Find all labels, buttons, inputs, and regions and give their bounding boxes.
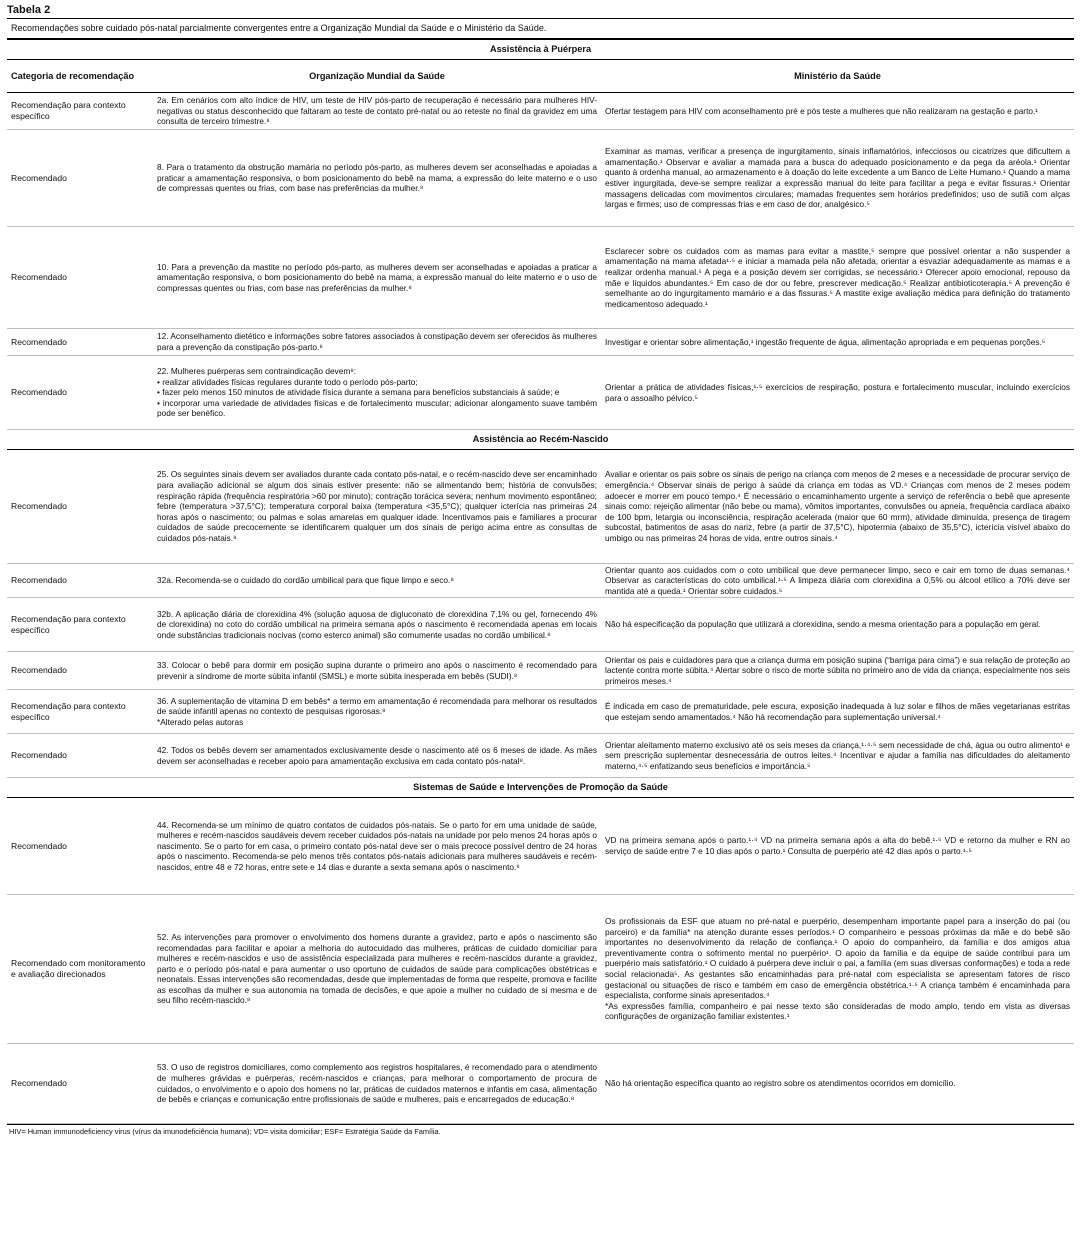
who-paragraph: • incorporar uma variedade de atividades físicas e de fortalecimento muscular; adicionar alongamento suave também pode ser benéfico.: [157, 397, 597, 419]
ms-paragraph: *As expressões família, companheiro e pai nesse texto são consideradas de modo amplo, tendo em vista as diversas configurações de organização familiar existentes.¹: [605, 1000, 1070, 1022]
section-title: Assistência ao Recém-Nascido: [7, 430, 1074, 450]
category-cell: Recomendado: [7, 564, 153, 598]
ms-paragraph: Orientar a prática de atividades físicas,¹·⁵ exercícios de respiração, postura e fortalecimento muscular, incluindo exercícios para o assoalho pélvico.⁵: [605, 381, 1070, 403]
section-row: [7, 430, 1074, 450]
table-caption: Recomendações sobre cuidado pós-natal parcialmente convergentes entre a Organização Mundial da Saúde e o Ministério da Saúde.: [7, 18, 1074, 39]
ms-paragraph: Não há orientação específica quanto ao registro sobre os atendimentos ocorridos em domicílio.: [605, 1078, 956, 1089]
header-category: Categoria de recomendação: [7, 60, 153, 93]
section-row: [7, 40, 1074, 60]
who-cell: [153, 734, 601, 778]
table-row: [7, 329, 1074, 356]
ms-cell: [601, 227, 1074, 329]
table-row: [7, 690, 1074, 734]
category-cell: Recomendação para contexto específico: [7, 690, 153, 734]
table-body: [7, 40, 1074, 1124]
category-cell: Recomendado: [7, 450, 153, 564]
category-cell: Recomendado: [7, 1044, 153, 1124]
ms-paragraph: Orientar aleitamento materno exclusivo até os seis meses da criança,¹·⁴·⁵ sem necessidade de chá, água ou outro alimento¹ e sem prescrição suplementar desnecessária de outros leites.⁴ Incentivar e ajudar a família nas dificuldades do aleitamento materno,⁴·⁵ enfatizando seus benefícios e importância.⁵: [605, 739, 1070, 771]
who-paragraph: 32b. A aplicação diária de clorexidina 4% (solução aquosa de digluconato de clorexidina 7,1% ou gel, fornecendo 4% de clorexidina) no coto do cordão umbilical na primeira semana após o nascimento é recomendada apenas em locais onde substâncias tradicionais nocivas (como esterco animal) são comumente usadas no cordão umbilical.⁸: [157, 608, 597, 640]
ms-cell: [601, 734, 1074, 778]
table-row: [7, 130, 1074, 227]
ms-cell: [601, 895, 1074, 1044]
category-cell: Recomendação para contexto específico: [7, 93, 153, 130]
ms-cell: [601, 564, 1074, 598]
ms-cell: [601, 798, 1074, 895]
who-paragraph: *Alterado pelas autoras: [157, 716, 244, 727]
who-paragraph: 53. O uso de registros domiciliares, como complemento aos registros hospitalares, é recomendado para o atendimento de mulheres grávidas e puérperas, recém-nascidos e crianças, para melhorar o comportamento de procura de cuidados, o envolvimento e o apoio dos homens no lar, práticas de cuidados maternos e infantis em casa, alimentação de bebês e crianças e comunicação entre profissionais de saúde e mulheres, pais e encarregados de educação.⁸: [157, 1062, 597, 1105]
who-cell: [153, 598, 601, 652]
who-cell: [153, 690, 601, 734]
who-cell: [153, 356, 601, 430]
section-title: Sistemas de Saúde e Intervenções de Promoção da Saúde: [7, 778, 1074, 798]
who-paragraph: 10. Para a prevenção da mastite no período pós-parto, as mulheres devem ser aconselhadas e apoiadas a praticar a amamentação responsiva, o bom posicionamento do bebê na mama, a expressão manual do leite materno e o uso de compressas quentes ou frias, com base nas preferências da mulher.⁸: [157, 261, 597, 293]
table-row: [7, 356, 1074, 430]
ms-paragraph: Orientar quanto aos cuidados com o coto umbilical que deve permanecer limpo, seco e cair em torno de duas semanas.⁴ Observar as características do coto umbilical.¹·⁵ A limpeza diária com clorexidina a 0,5% ou álcool etílico a 70% deve ser mantida até a queda.¹ Orientar sobre cuidados.⁵: [605, 564, 1070, 596]
who-cell: [153, 1044, 601, 1124]
recommendations-table: [7, 39, 1074, 1124]
ms-cell: [601, 450, 1074, 564]
who-paragraph: 25. Os seguintes sinais devem ser avaliados durante cada contato pós-natal, e o recém-nascido deve ser encaminhado para avaliação adicional se algum dos sinais estiver presente: não se alimentando bem; história de convulsões; respiração rápida (frequência respiratória >60 por minuto); contração torácica severa; nenhum movimento espontâneo; febre (temperatura >37,5°C); temperatura corporal baixa (temperatura <35,5°C); qualquer icterícia nas primeiras 24 horas após o nascimento; ou palmas e solas amarelas em qualquer idade. Incentivamos pais e familiares a procurar cuidados de saúde precocemente se identificarem qualquer um dos sinais de perigo acima entre as consultas de cuidados pós-natais.⁸: [157, 469, 597, 543]
ms-paragraph: É indicada em caso de prematuridade, pele escura, exposição inadequada à luz solar e filhos de mães vegetarianas estritas que estejam sendo amamentados.⁴ Não há recomendação para suplementação universal.⁴: [605, 700, 1070, 722]
category-cell: Recomendado: [7, 130, 153, 227]
ms-paragraph: Avaliar e orientar os pais sobre os sinais de perigo na criança com menos de 2 meses e a necessidade de procurar serviço de emergência.⁴ Observar sinais de perigo à saúde da criança em todas as VD.⁴ Crianças com menos de 2 meses podem adoecer e morrer em pouco tempo.⁴ É necessário o encaminhamento urgente a serviço de referência o bebê que apresente sinais como: rejeição alimentar (não bebe ou mama), vômitos importantes, convulsões ou apneia, frequência cardíaca abaixo de 100 bpm, letargia ou inconsciência, respiração acelerada (maior que 60 mrm), atividade diminuída, presença de tiragem subcostal, batimentos de asas do nariz, febre (a partir de 37,5°C), hipotermia (abaixo de 35,5°C), icterícia visível abaixo do umbigo ou nas primeiras 24 horas de vida, entre outros sinais.⁴: [605, 469, 1070, 543]
table-label: Tabela 2: [7, 4, 51, 16]
who-paragraph: • realizar atividades físicas regulares durante todo o período pós-parto;: [157, 376, 418, 387]
header-ms: Ministério da Saúde: [601, 60, 1074, 93]
category-cell: Recomendado: [7, 356, 153, 430]
who-cell: [153, 227, 601, 329]
ms-paragraph: Orientar os pais e cuidadores para que a criança durma em posição supina (“barriga para cima”) e sua relação de proteção ao lactente contra morte súbita.⁴ Alertar sobre o risco de morte súbita no primeiro ano de vida da criança, especialmente nos seis primeiros meses.⁴: [605, 654, 1070, 686]
who-cell: [153, 130, 601, 227]
who-paragraph: 52. As intervenções para promover o envolvimento dos homens durante a gravidez, parto e após o nascimento são recomendadas para facilitar e apoiar a melhoria do autocuidado das mulheres, práticas de cuidado domiciliar para mulheres e recém-nascidos e uso de assistência especializada para mulheres e recém-nascidos durante a gravidez, parto e o período pós-natal e para aumentar o uso oportuno de cuidados de saúde para complicações obstétricas e neonatais. Essas intervenções são recomendadas, desde que implementadas de forma que respeite, promova e facilite as escolhas da mulher e sua autonomia na tomada de decisões, e que apoie a mulher no cuidado de si mesma e de seu filho recém-nascido.⁸: [157, 931, 597, 1006]
section-row: [7, 778, 1074, 798]
who-paragraph: 44. Recomenda-se um mínimo de quatro contatos de cuidados pós-natais. Se o parto for em uma unidade de saúde, mulheres e recém-nascidos saudáveis devem receber cuidados pós-natais na unidade por pelo menos 24 horas após o nascimento. Se o parto for em casa, o primeiro contato pós-natal deve ser o mais precoce possível dentro de 24 horas após o nascimento. Recomenda-se pelo menos três contatos pós-natais adicionais para mulheres saudáveis e recém-nascidos, entre 48 e 72 horas, entre sete e 14 dias e durante a sexta semana após o nascimento.⁸: [157, 819, 597, 872]
ms-paragraph: Examinar as mamas, verificar a presença de ingurgitamento, sinais inflamatórios, infecciosos ou cicatrizes que dificultem a amamentação.¹ Observar e avaliar a mamada para a busca do adequado posicionamento e da pega da aréola.¹ Orientar quanto à ordenha manual, ao armazenamento e à doação do leite excedente a um Banco de Leite Humano.¹ Quando a mama estiver ingurgitada, deve-se sempre realizar a expressão manual do leite para facilitar a pega e evitar fissuras.¹ Orientar massagens delicadas com movimentos circulares; mamadas frequentes sem horários predefinidos; uso de sutiã com alças largas e firmes; uso de compressas frias e em caso de dor, analgésico.⁵: [605, 146, 1070, 210]
section-title: Assistência à Puérpera: [7, 40, 1074, 60]
who-cell: [153, 329, 601, 356]
ms-paragraph: Esclarecer sobre os cuidados com as mamas para evitar a mastite,⁵ sempre que possível orientar a não suspender a amamentação na mama afetada¹·⁵ e iniciar a mamada pela não afetada, orientar a esvaziar adequadamente as mamas e a realizar ordenha manual.⁵ A pega e a posição devem ser corrigidas, se necessário.¹ Oferecer apoio emocional, repouso da mãe e líquidos abundantes.⁵ Em caso de dor ou febre, prescrever medicação.⁵ Realizar antibioticoterapia.⁵ A prevenção é semelhante ao do ingurgitamento mamário e a das fissuras.⁵ A mastite exige avaliação médica para definição do tratamento medicamentoso adequado.¹: [605, 245, 1070, 309]
category-cell: Recomendação para contexto específico: [7, 598, 153, 652]
table-row: [7, 895, 1074, 1044]
ms-cell: [601, 1044, 1074, 1124]
table-row: [7, 598, 1074, 652]
table-row: [7, 450, 1074, 564]
ms-paragraph: Ofertar testagem para HIV com aconselhamento pré e pós teste a mulheres que não realizaram na gestação e parto.¹: [605, 105, 1039, 116]
who-paragraph: 33. Colocar o bebê para dormir em posição supina durante o primeiro ano após o nascimento é recomendado para prevenir a síndrome de morte súbita infantil (SMSL) e morte súbita inesperada em bebês (SUDI).⁸: [157, 659, 597, 681]
who-paragraph: 22. Mulheres puérperas sem contraindicação devem⁸:: [157, 366, 357, 377]
who-cell: [153, 93, 601, 130]
ms-cell: [601, 93, 1074, 130]
header-who: Organização Mundial da Saúde: [153, 60, 601, 93]
who-cell: [153, 895, 601, 1044]
who-paragraph: 2a. Em cenários com alto índice de HIV, um teste de HIV pós-parto de recuperação é necessário para mulheres HIV-negativas ou status desconhecido que faltaram ao teste de contato pré-natal ou ao reteste no final da gravidez em uma consulta de terceiro trimestre.⁸: [157, 95, 597, 127]
category-cell: Recomendado com monitoramento e avaliação direcionados: [7, 895, 153, 1044]
ms-paragraph: Investigar e orientar sobre alimentação,¹ ingestão frequente de água, alimentação apropriada e em pequenas porções.⁵: [605, 336, 1046, 347]
category-cell: Recomendado: [7, 798, 153, 895]
ms-cell: [601, 690, 1074, 734]
ms-cell: [601, 598, 1074, 652]
who-paragraph: 36. A suplementação de vitamina D em bebês* a termo em amamentação é recomendada para melhorar os resultados de saúde infantil apenas no contexto de pesquisas rigorosas.⁸: [157, 695, 597, 717]
who-cell: [153, 652, 601, 690]
ms-paragraph: Os profissionais da ESF que atuam no pré-natal e puerpério, desempenham importante papel para a inserção do pai (ou parceiro) e da família* na atenção durante esses períodos.¹ O companheiro e pessoas próximas da mãe e do bebê são importantes no desenvolvimento da relação de confiança.¹ O apoio do companheiro, da família e dos amigos atua preventivamente contra o sofrimento mental no puerpério¹. O apoio da família e da equipe de saúde contribui para um puerpério mais satisfatório.¹ O cuidado à puérpera deve incluir o pai, a família (em suas diversas conformações) e toda a rede social relacionada⁵. As gestantes são encaminhadas para pré-natal com especialista se apresentam fatores de risco gestacional ou situações de risco e também em caso de emergência obstétrica.¹·⁵ A criança também é encaminhada para especialista, conforme sinais apresentados.⁴: [605, 916, 1070, 1001]
who-paragraph: 12. Aconselhamento dietético e informações sobre fatores associados à constipação devem ser oferecidos às mulheres para a prevenção da constipação pós-parto.⁸: [157, 331, 597, 352]
who-paragraph: 32a. Recomenda-se o cuidado do cordão umbilical para que fique limpo e seco.⁸: [157, 575, 454, 586]
table-row: [7, 652, 1074, 690]
table-row: [7, 798, 1074, 895]
table-row: [7, 1044, 1074, 1124]
who-paragraph: 42. Todos os bebês devem ser amamentados exclusivamente desde o nascimento até os 6 meses de idade. As mães devem ser aconselhadas e receber apoio para amamentação exclusiva em cada contato pós-natal⁸.: [157, 744, 597, 766]
who-paragraph: • fazer pelo menos 150 minutos de atividade física durante a semana para benefícios substanciais à saúde; e: [157, 387, 560, 398]
category-cell: Recomendado: [7, 227, 153, 329]
category-cell: Recomendado: [7, 652, 153, 690]
category-cell: Recomendado: [7, 329, 153, 356]
ms-cell: [601, 652, 1074, 690]
ms-paragraph: VD na primeira semana após o parto.¹·⁴ VD na primeira semana após a alta do bebê.¹·⁵ VD e retorno da mulher e RN ao serviço de saúde entre 7 e 10 dias após o parto.¹ Consulta de puerpério até 42 dias após o parto.¹·⁵: [605, 835, 1070, 856]
table-row: [7, 564, 1074, 598]
table-row: [7, 227, 1074, 329]
table-row: [7, 93, 1074, 130]
who-cell: [153, 450, 601, 564]
table-footnote: HIV= Human immunodeficiency virus (vírus da imunodeficiência humana); VD= visita domiciliar; ESF= Estratégia Saúde da Família.: [7, 1124, 1074, 1139]
who-cell: [153, 564, 601, 598]
who-cell: [153, 798, 601, 895]
ms-paragraph: Não há especificação da população que utilizará a clorexidina, sendo a mesma orientação para a população em geral.: [605, 619, 1041, 630]
who-paragraph: 8. Para o tratamento da obstrução mamária no período pós-parto, as mulheres devem ser aconselhadas e apoiadas a praticar a amamentação responsiva, o bom posicionamento do bebê na mama, a expressão do leite materno e o uso de compressas quentes ou frias, com base nas preferências da mulher.⁸: [157, 162, 597, 194]
table-document: [7, 0, 1074, 1139]
ms-cell: [601, 130, 1074, 227]
table-row: [7, 734, 1074, 778]
category-cell: Recomendado: [7, 734, 153, 778]
ms-cell: [601, 356, 1074, 430]
ms-cell: [601, 329, 1074, 356]
header-row: [7, 60, 1074, 93]
